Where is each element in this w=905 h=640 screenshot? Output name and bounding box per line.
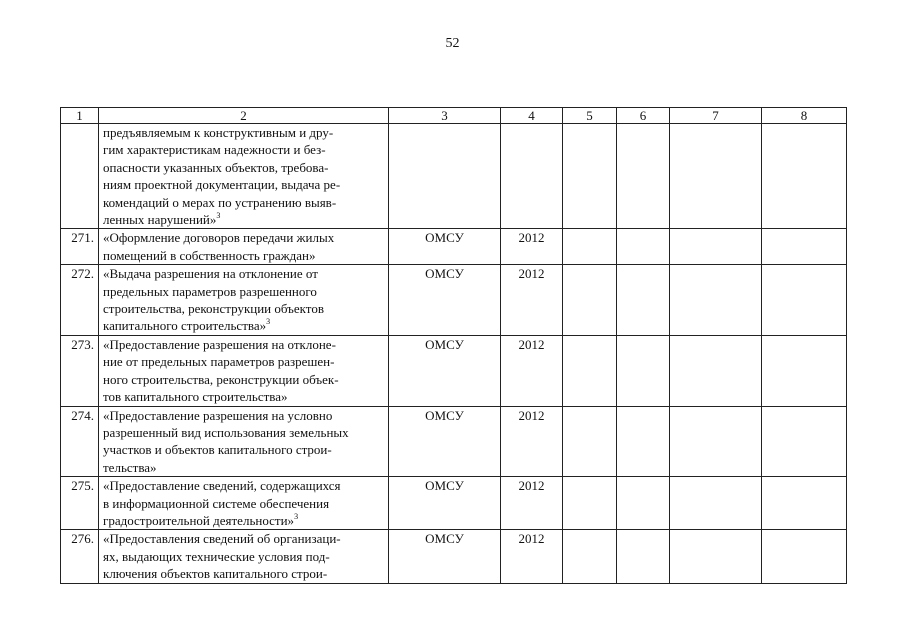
- service-name-text: предъявляемым к конструктивным и дру- гим характеристикам надежности и без- опасности указанных объектов, требова- ниям проектной документации, выдача ре- комендаций о мерах по устранению выяв- ленных нарушений»: [103, 125, 341, 228]
- service-name-text: «Предоставление разрешения на условно разрешенный вид использования земельных участков и объектов капитального строи- тельства»: [103, 407, 349, 475]
- year-cell: 2012: [501, 530, 563, 583]
- header-cell: 4: [501, 108, 563, 124]
- responsible-body-cell: ОМСУ: [389, 265, 501, 336]
- service-name-cell: [99, 406, 389, 477]
- empty-cell-col-8: [762, 124, 847, 229]
- empty-cell-col-5: [563, 335, 617, 406]
- table-row: [61, 530, 847, 583]
- empty-cell-col-8: [762, 477, 847, 530]
- empty-cell-col-8: [762, 335, 847, 406]
- service-name-text: «Предоставления сведений об организаци- ях, выдающих технические условия под- ключения объектов капитального строи-: [103, 531, 341, 582]
- table-row: [61, 265, 847, 336]
- row-number-cell: 275.: [61, 477, 99, 530]
- row-number-cell: 274.: [61, 406, 99, 477]
- empty-cell-col-6: [617, 477, 670, 530]
- footnote-marker: 3: [216, 211, 221, 221]
- responsible-body-cell: ОМСУ: [389, 406, 501, 477]
- empty-cell-col-7: [670, 335, 762, 406]
- year-cell: 2012: [501, 406, 563, 477]
- table-row: [61, 477, 847, 530]
- empty-cell-col-6: [617, 530, 670, 583]
- empty-cell-col-5: [563, 124, 617, 229]
- empty-cell-col-7: [670, 477, 762, 530]
- empty-cell-col-6: [617, 265, 670, 336]
- year-cell: 2012: [501, 229, 563, 265]
- empty-cell-col-5: [563, 477, 617, 530]
- empty-cell-col-8: [762, 265, 847, 336]
- responsible-body-cell: [389, 124, 501, 229]
- service-name-cell: [99, 335, 389, 406]
- year-cell: 2012: [501, 477, 563, 530]
- empty-cell-col-8: [762, 406, 847, 477]
- row-number-cell: 272.: [61, 265, 99, 336]
- table-row: [61, 124, 847, 229]
- header-cell: 3: [389, 108, 501, 124]
- header-cell: 6: [617, 108, 670, 124]
- service-name-cell: [99, 265, 389, 336]
- empty-cell-col-5: [563, 530, 617, 583]
- header-cell: 1: [61, 108, 99, 124]
- header-cell: 7: [670, 108, 762, 124]
- empty-cell-col-6: [617, 335, 670, 406]
- empty-cell-col-6: [617, 406, 670, 477]
- empty-cell-col-7: [670, 229, 762, 265]
- empty-cell-col-7: [670, 124, 762, 229]
- footnote-marker: 3: [294, 511, 299, 521]
- responsible-body-cell: ОМСУ: [389, 477, 501, 530]
- page-number: 52: [445, 36, 460, 51]
- empty-cell-col-7: [670, 265, 762, 336]
- empty-cell-col-5: [563, 265, 617, 336]
- empty-cell-col-5: [563, 406, 617, 477]
- service-name-cell: [99, 477, 389, 530]
- service-name-cell: [99, 229, 389, 265]
- year-cell: 2012: [501, 335, 563, 406]
- row-number-cell: 273.: [61, 335, 99, 406]
- header-row: [61, 108, 847, 124]
- row-number-cell: [61, 124, 99, 229]
- service-name-text: «Предоставление разрешения на отклоне- ние от предельных параметров разрешен- ного строительства, реконструкции объек- тов капитального строительства»: [103, 336, 339, 405]
- empty-cell-col-5: [563, 229, 617, 265]
- footnote-marker: 3: [266, 317, 271, 327]
- table-row: [61, 229, 847, 265]
- row-number-cell: 276.: [61, 530, 99, 583]
- service-name-text: «Выдача разрешения на отклонение от предельных параметров разрешенного строительства, реконструкции объектов капитального строительства»: [103, 266, 324, 334]
- service-name-cell: [99, 530, 389, 583]
- empty-cell-col-6: [617, 124, 670, 229]
- empty-cell-col-6: [617, 229, 670, 265]
- header-cell: 8: [762, 108, 847, 124]
- service-name-cell: [99, 124, 389, 229]
- table-row: [61, 406, 847, 477]
- service-name-text: «Предоставление сведений, содержащихся в информационной системе обеспечения градостроительной деятельности»: [103, 478, 341, 528]
- year-cell: [501, 124, 563, 229]
- year-cell: 2012: [501, 265, 563, 336]
- service-name-text: «Оформление договоров передачи жилых помещений в собственность граждан»: [103, 230, 335, 263]
- empty-cell-col-7: [670, 530, 762, 583]
- services-table: [60, 107, 847, 584]
- responsible-body-cell: ОМСУ: [389, 530, 501, 583]
- responsible-body-cell: ОМСУ: [389, 229, 501, 265]
- table-row: [61, 335, 847, 406]
- row-number-cell: 271.: [61, 229, 99, 265]
- empty-cell-col-8: [762, 229, 847, 265]
- empty-cell-col-8: [762, 530, 847, 583]
- responsible-body-cell: ОМСУ: [389, 335, 501, 406]
- header-cell: 2: [99, 108, 389, 124]
- empty-cell-col-7: [670, 406, 762, 477]
- header-cell: 5: [563, 108, 617, 124]
